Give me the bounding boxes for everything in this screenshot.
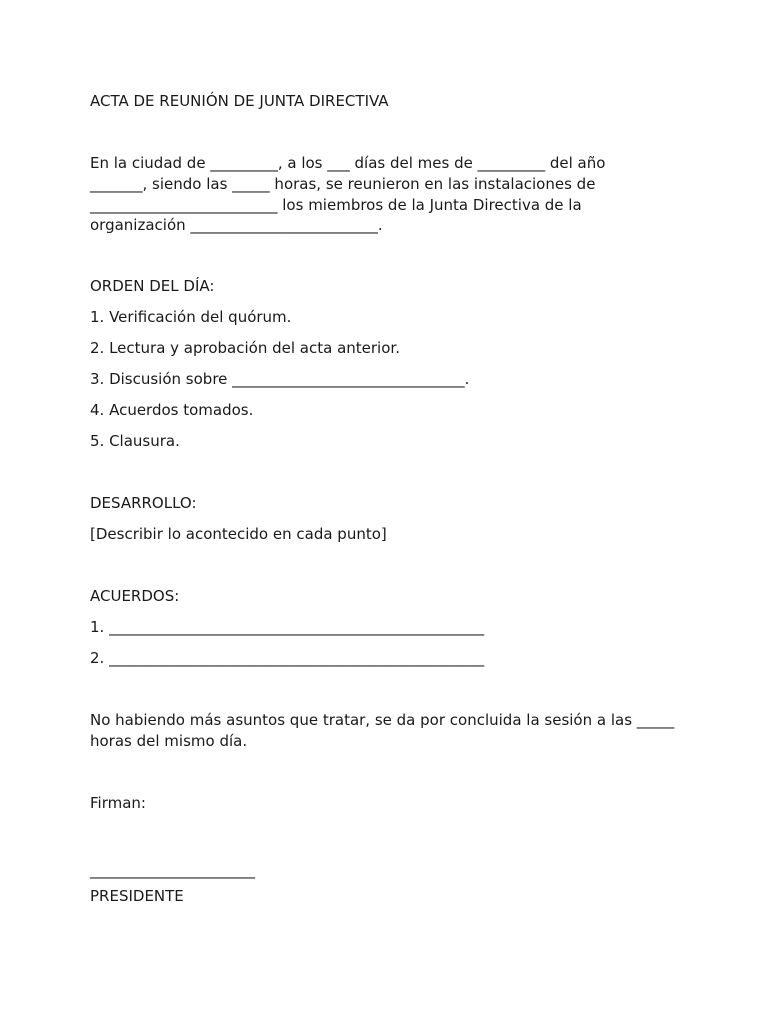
spacer	[90, 452, 690, 493]
signature-role: PRESIDENTE	[90, 886, 184, 905]
agreement-item: 1. __________________________________________________	[90, 618, 485, 637]
agenda-section	[90, 276, 690, 452]
intro-line: En la ciudad de _________, a los ___ días del mes de _________ del año	[90, 154, 606, 172]
signatures-heading: Firman:	[90, 793, 146, 812]
document-title: ACTA DE REUNIÓN DE JUNTA DIRECTIVA	[90, 92, 389, 110]
agenda-item: 2. Lectura y aprobación del acta anterior.	[90, 339, 400, 358]
agenda-item: 1. Verificación del quórum.	[90, 308, 292, 327]
closing-line: horas del mismo día.	[90, 731, 248, 750]
signature-line: ______________________	[90, 860, 255, 879]
intro-paragraph	[90, 153, 690, 236]
spacer	[90, 669, 690, 710]
intro-line: organización _________________________.	[90, 216, 383, 235]
agenda-item: 5. Clausura.	[90, 432, 180, 451]
agenda-item: 3. Discusión sobre _______________________________.	[90, 370, 470, 389]
closing-paragraph	[90, 710, 690, 752]
agreement-item: 2. __________________________________________________	[90, 649, 485, 668]
development-section	[90, 493, 690, 545]
closing-line: No habiendo más asuntos que tratar, se da por concluida la sesión a las _____	[90, 711, 675, 730]
spacer	[90, 545, 690, 586]
agenda-item: 4. Acuerdos tomados.	[90, 401, 254, 420]
development-text: [Describir lo acontecido en cada punto]	[90, 525, 387, 544]
intro-line: _________________________ los miembros de la Junta Directiva de la	[90, 195, 582, 214]
document-page	[90, 91, 690, 907]
spacer	[90, 752, 690, 793]
intro-line: _______, siendo las _____ horas, se reunieron en las instalaciones de	[90, 174, 596, 193]
agenda-heading: ORDEN DEL DÍA:	[90, 277, 215, 296]
development-heading: DESARROLLO:	[90, 494, 197, 513]
agreements-section	[90, 586, 690, 669]
signatures-section	[90, 793, 690, 907]
agreements-heading: ACUERDOS:	[90, 587, 180, 606]
spacer	[90, 236, 690, 277]
